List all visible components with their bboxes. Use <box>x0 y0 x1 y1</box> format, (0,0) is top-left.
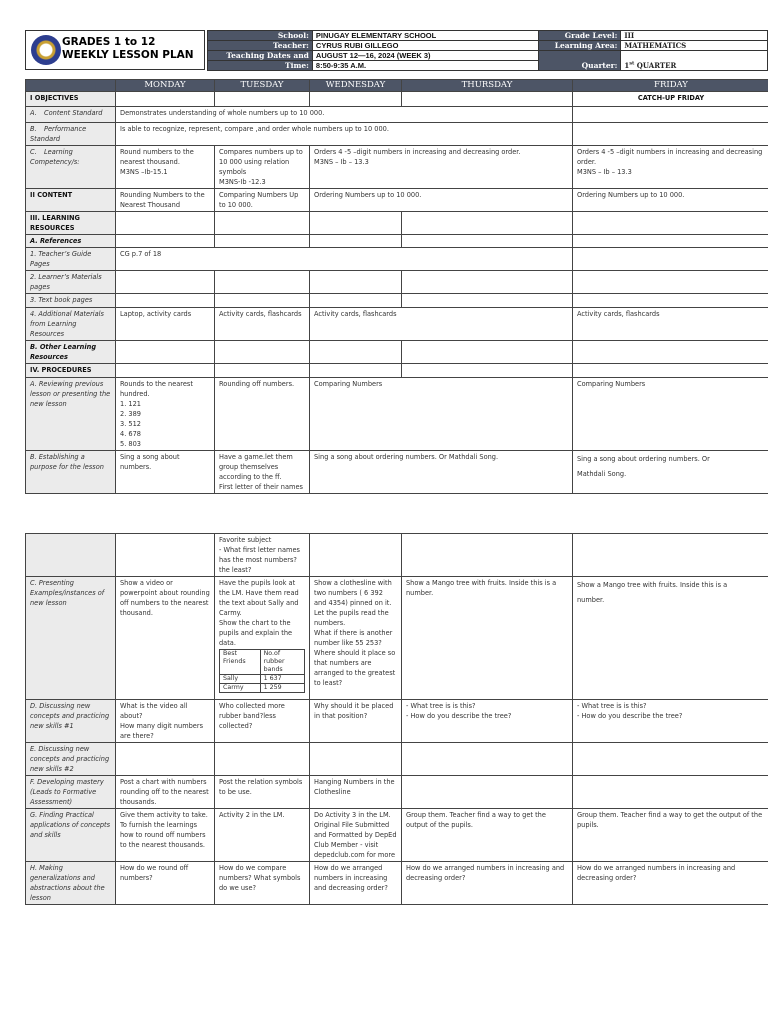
row-discussing-1 <box>26 700 768 743</box>
reviewing-label: A. Reviewing previous lesson or presenting the new lesson <box>26 378 116 451</box>
title-line-2: WEEKLY LESSON PLAN <box>62 49 194 61</box>
teachers-guide-value: CG p.7 of 18 <box>116 248 573 271</box>
practical-applications-thursday: Group them. Teacher find a way to get the output of the pupils. <box>402 809 573 862</box>
row-learners-materials <box>26 271 768 294</box>
row-content <box>26 189 768 212</box>
header <box>25 30 768 70</box>
reviewing-wed-thu: Comparing Numbers <box>310 378 573 451</box>
time-value: 8:50-9:35 A.M. <box>312 61 539 71</box>
generalizations-friday: How do we arranged numbers in increasing and decreasing order? <box>573 862 768 905</box>
additional-materials-wed-thu: Activity cards, flashcards <box>310 308 573 341</box>
performance-standard-label: B. Performance Standard <box>26 123 116 146</box>
content-standard-label: A. Content Standard <box>26 107 116 123</box>
competency-tuesday: Compares numbers up to 10 000 using relation symbols M3NS-Ib -12.3 <box>215 146 310 189</box>
additional-materials-tuesday: Activity cards, flashcards <box>215 308 310 341</box>
generalizations-thursday: How do we arranged numbers in increasing and decreasing order? <box>402 862 573 905</box>
row-practical-applications <box>26 809 768 862</box>
dates-value: AUGUST 12—16, 2024 (WEEK 3) <box>312 51 539 61</box>
presenting-examples-tuesday <box>215 577 310 700</box>
school-value: PINUGAY ELEMENTARY SCHOOL <box>312 31 539 41</box>
establishing-purpose-label: B. Establishing a purpose for the lesson <box>26 451 116 494</box>
rubber-bands-row: Carmy 1 259 <box>220 684 305 693</box>
row-additional-materials <box>26 308 768 341</box>
time-label: Time: <box>208 61 313 71</box>
quarter-number: 1 <box>624 61 630 70</box>
row-learning-resources <box>26 212 768 235</box>
discussing-2-label: E. Discussing new concepts and practicing new skills #2 <box>26 743 116 776</box>
day-friday: FRIDAY <box>573 80 768 92</box>
deped-seal-icon <box>31 35 61 65</box>
discussing-1-tuesday: Who collected more rubber band?less collected? <box>215 700 310 743</box>
row-teachers-guide <box>26 248 768 271</box>
presenting-examples-monday: Show a video or powerpoint about rounding off numbers to the nearest thousand. <box>116 577 215 700</box>
row-generalizations <box>26 862 768 905</box>
content-standard: Demonstrates understanding of whole numbers up to 10 000. <box>116 107 573 123</box>
document-title <box>62 36 194 62</box>
other-resources-label: B. Other Learning Resources <box>26 341 116 364</box>
learning-resources-label: III. LEARNING RESOURCES <box>26 212 116 235</box>
discussing-1-friday: - What tree is is this? - How do you describe the tree? <box>573 700 768 743</box>
establishing-purpose-wed-thu: Sing a song about ordering numbers. Or Mathdali Song. <box>310 451 573 494</box>
row-discussing-2 <box>26 743 768 776</box>
lesson-plan-table-1 <box>25 79 768 494</box>
row-objectives <box>26 92 768 107</box>
generalizations-wednesday: How do we arranged numbers in increasing and decreasing order? <box>310 862 402 905</box>
discussing-1-label: D. Discussing new concepts and practicing new skills #1 <box>26 700 116 743</box>
presenting-examples-thursday: Show a Mango tree with fruits. Inside this is a number. <box>402 577 573 700</box>
additional-materials-label: 4. Additional Materials from Learning Resources <box>26 308 116 341</box>
developing-mastery-monday: Post a chart with numbers rounding off to the nearest thousands. <box>116 776 215 809</box>
competency-monday: Round numbers to the nearest thousand. M3NS –Ib-15.1 <box>116 146 215 189</box>
row-performance-standard <box>26 123 768 146</box>
procedures-label: IV. PROCEDURES <box>26 364 116 378</box>
generalizations-label: H. Making generalizations and abstractions about the lesson <box>26 862 116 905</box>
establishing-purpose-monday: Sing a song about numbers. <box>116 451 215 494</box>
competency-friday: Orders 4 -5 –digit numbers in increasing and decreasing order. M3NS – Ib – 13.3 <box>573 146 768 189</box>
rubber-bands-header <box>220 650 305 675</box>
school-label: School: <box>208 31 313 41</box>
discussing-1-thursday: - What tree is is this? - How do you describe the tree? <box>402 700 573 743</box>
references-label: A. References <box>26 235 116 248</box>
discussing-1-wednesday: Why should it be placed in that position? <box>310 700 402 743</box>
title-line-1: GRADES 1 to 12 <box>62 36 156 48</box>
practical-applications-friday: Group them. Teacher find a way to get the output of the pupils. <box>573 809 768 862</box>
presenting-examples-tuesday-text: Have the pupils look at the LM. Have them read the text about Sally and Carmy. Show the chart to the pupils and explain the data. <box>219 579 299 647</box>
content-tuesday: Comparing Numbers Up to 10 000. <box>215 189 310 212</box>
establishing-purpose-tuesday: Have a game.let them group themselves according to the ff. First letter of their names <box>215 451 310 494</box>
row-other-resources <box>26 341 768 364</box>
lesson-plan-table-2 <box>25 533 768 905</box>
discussing-1-monday: What is the video all about? How many digit numbers are there? <box>116 700 215 743</box>
grade-value: III <box>621 31 768 41</box>
presenting-examples-label: C. Presenting Examples/instances of new lesson <box>26 577 116 700</box>
rubber-bands-row: Sally 1 637 <box>220 675 305 684</box>
row-establishing-purpose <box>26 451 768 494</box>
developing-mastery-tuesday: Post the relation symbols to be use. <box>215 776 310 809</box>
content-monday: Rounding Numbers to the Nearest Thousand <box>116 189 215 212</box>
generalizations-monday: How do we round off numbers? <box>116 862 215 905</box>
teacher-label: Teacher: <box>208 41 313 51</box>
presenting-examples-friday: Show a Mango tree with fruits. Inside this is a number. <box>573 577 768 700</box>
area-label: Learning Area: <box>539 41 621 51</box>
day-header-blank <box>26 80 116 92</box>
row-competency <box>26 146 768 189</box>
dates-label: Teaching Dates and <box>208 51 313 61</box>
competency-label: C. Learning Competency/s: <box>26 146 116 189</box>
grade-label: Grade Level: <box>539 31 621 41</box>
learners-materials-label: 2. Learner’s Materials pages <box>26 271 116 294</box>
additional-materials-monday: Laptop, activity cards <box>116 308 215 341</box>
reviewing-tuesday: Rounding off numbers. <box>215 378 310 451</box>
developing-mastery-label: F. Developing mastery (Leads to Formative Assessment) <box>26 776 116 809</box>
quarter-text: QUARTER <box>634 61 677 70</box>
row-text-book <box>26 294 768 308</box>
practical-applications-label: G. Finding Practical applications of concepts and skills <box>26 809 116 862</box>
competency-wed-thu: Orders 4 -5 –digit numbers in increasing and decreasing order. M3NS – Ib – 13.3 <box>310 146 573 189</box>
establishing-purpose-tuesday-cont: Favorite subject - What first letter names has the most numbers? the least? <box>215 534 310 577</box>
day-tuesday: TUESDAY <box>215 80 310 92</box>
practical-applications-tuesday: Activity 2 in the LM. <box>215 809 310 862</box>
presenting-examples-wednesday: Show a clothesline with two numbers ( 6 392 and 4354) pinned on it. Let the pupils read the numbers. What if there is another number like 55 253? Where should it place so that numbers are arranged to the greatest to least? <box>310 577 402 700</box>
day-thursday: THURSDAY <box>402 80 573 92</box>
reviewing-monday: Rounds to the nearest hundred. 1. 121 2. 389 3. 512 4. 678 5. 803 <box>116 378 215 451</box>
performance-standard: Is able to recognize, represent, compare ,and order whole numbers up to 10 000. <box>116 123 573 146</box>
text-book-label: 3. Text book pages <box>26 294 116 308</box>
quarter-value <box>621 51 768 71</box>
title-box <box>25 30 205 70</box>
row-content-standard <box>26 107 768 123</box>
catch-up-friday: CATCH-UP FRIDAY <box>573 92 768 107</box>
establishing-purpose-friday: Sing a song about ordering numbers. Or Mathdali Song. <box>573 451 768 494</box>
content-friday: Ordering Numbers up to 10 000. <box>573 189 768 212</box>
row-references <box>26 235 768 248</box>
practical-applications-monday: Give them activity to take. To furnish the learnings how to round off numbers to the nearest thousands. <box>116 809 215 862</box>
row-reviewing <box>26 378 768 451</box>
row-developing-mastery <box>26 776 768 809</box>
area-value: MATHEMATICS <box>621 41 768 51</box>
quarter-label: Quarter: <box>539 51 621 71</box>
developing-mastery-wednesday: Hanging Numbers in the Clothesline <box>310 776 402 809</box>
row-presenting-examples <box>26 577 768 700</box>
day-monday: MONDAY <box>116 80 215 92</box>
generalizations-tuesday: How do we compare numbers? What symbols do we use? <box>215 862 310 905</box>
col-rubber-bands: No.of rubber bands <box>260 650 304 675</box>
row-establishing-purpose-cont <box>26 534 768 577</box>
teachers-guide-label: 1. Teacher’s Guide Pages <box>26 248 116 271</box>
rubber-bands-table <box>219 649 305 693</box>
info-table <box>207 30 768 71</box>
day-header-row <box>26 80 768 92</box>
practical-applications-wednesday: Do Activity 3 in the LM. Original File Submitted and Formatted by DepEd Club Member - visit depedclub.com for more <box>310 809 402 862</box>
teacher-value: CYRUS RUBI GILLEGO <box>312 41 539 51</box>
day-wednesday: WEDNESDAY <box>310 80 402 92</box>
col-best-friends: Best Friends <box>220 650 261 675</box>
additional-materials-friday: Activity cards, flashcards <box>573 308 768 341</box>
quarter-suffix: st <box>629 60 635 67</box>
row-procedures <box>26 364 768 378</box>
content-wed-thu: Ordering Numbers up to 10 000. <box>310 189 573 212</box>
objectives-label: I OBJECTIVES <box>26 92 116 107</box>
reviewing-friday: Comparing Numbers <box>573 378 768 451</box>
content-label: II CONTENT <box>26 189 116 212</box>
